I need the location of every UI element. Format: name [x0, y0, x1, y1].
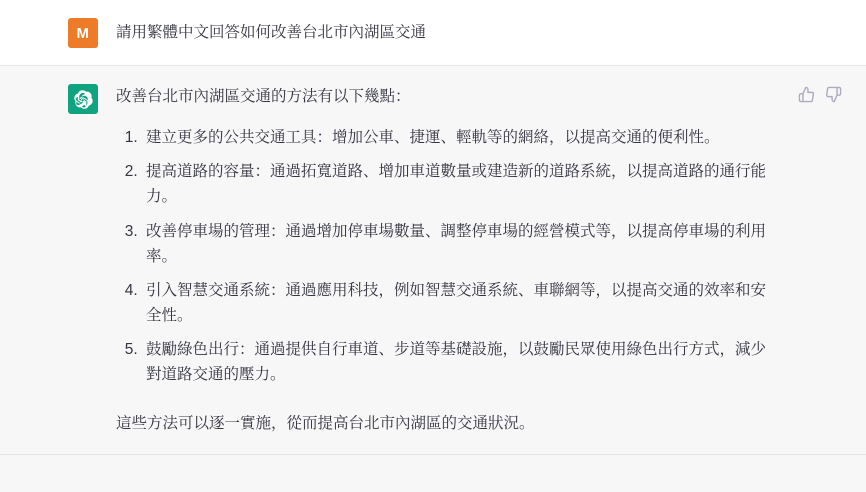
user-avatar [68, 18, 98, 48]
assistant-points-list [116, 125, 772, 387]
thumbs-down-icon[interactable] [825, 86, 842, 103]
user-message-body [116, 20, 842, 45]
assistant-closing-text: 這些方法可以逐一實施，從而提高台北市內湖區的交通狀況。 [116, 415, 535, 433]
list-item: 4. 引入智慧交通系統：通過應用科技，例如智慧交通系統、車聯網等，以提高交通的效率和安全性。 [142, 278, 772, 328]
conversation-spacer [0, 455, 866, 492]
list-item: 1. 建立更多的公共交通工具：增加公車、捷運、輕軌等的網絡，以提高交通的便利性。 [142, 125, 772, 150]
thumbs-up-icon[interactable] [798, 86, 815, 103]
list-item: 3. 改善停車場的管理：通過增加停車場數量、調整停車場的經營模式等，以提高停車場的利用率。 [142, 219, 772, 269]
user-message-turn [0, 0, 866, 66]
list-item: 5. 鼓勵綠色出行：通過提供自行車道、步道等基礎設施，以鼓勵民眾使用綠色出行方式，減少對道路交通的壓力。 [142, 337, 772, 387]
chatgpt-logo-icon [68, 84, 98, 114]
message-actions [798, 86, 842, 103]
user-avatar-initial: M [76, 24, 90, 42]
assistant-intro-text: 改善台北市內湖區交通的方法有以下幾點： [116, 88, 411, 106]
assistant-message-body [116, 84, 842, 436]
list-item: 2. 提高道路的容量：通過拓寬道路、增加車道數量或建造新的道路系統，以提高道路的通行能力。 [142, 159, 772, 209]
user-message-text: 請用繁體中文回答如何改善台北市內湖區交通 [116, 24, 427, 41]
assistant-message-turn [0, 66, 866, 455]
